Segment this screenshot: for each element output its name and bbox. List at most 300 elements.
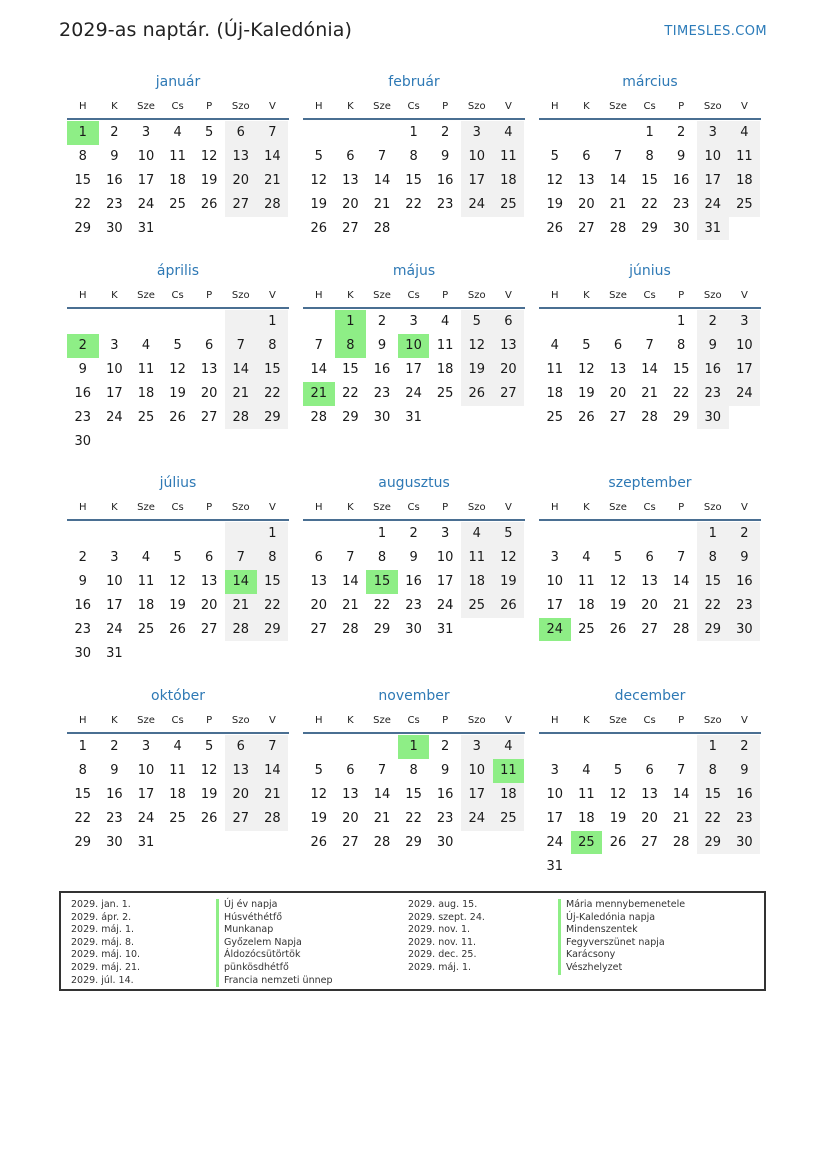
day-cell[interactable]: 23 [436,811,454,827]
day-cell[interactable]: 12 [578,362,595,378]
day-cell[interactable]: 18 [169,787,186,803]
day-cell[interactable]: 31 [697,217,729,241]
day-cell-holiday[interactable]: 1 [335,310,367,334]
day-cell[interactable]: 13 [310,574,328,590]
day-cell-holiday[interactable]: 8 [335,334,367,358]
day-cell[interactable]: 24 [461,807,493,831]
day-cell[interactable]: 26 [310,221,328,236]
day-cell[interactable]: 6 [645,550,654,566]
day-cell[interactable]: 21 [373,811,391,827]
day-cell[interactable]: 5 [461,310,493,334]
day-cell[interactable]: 28 [672,835,690,850]
day-cell[interactable]: 24 [546,835,564,850]
day-cell[interactable]: 9 [677,149,686,165]
day-cell[interactable]: 25 [137,622,155,637]
day-cell[interactable]: 15 [405,787,422,803]
day-cell[interactable]: 23 [405,598,422,614]
day-cell[interactable]: 23 [729,807,761,831]
day-cell[interactable]: 19 [578,386,595,402]
day-cell[interactable]: 2 [697,310,729,334]
day-cell[interactable]: 29 [641,221,658,236]
day-cell[interactable]: 8 [78,149,87,165]
day-cell[interactable]: 26 [578,410,595,425]
day-cell[interactable]: 23 [74,410,92,425]
day-cell[interactable]: 7 [346,550,355,566]
day-cell[interactable]: 3 [141,739,151,755]
day-cell[interactable]: 14 [257,145,289,169]
day-cell-holiday[interactable]: 14 [225,570,257,594]
day-cell[interactable]: 27 [200,622,218,637]
day-cell[interactable]: 31 [106,645,123,661]
day-cell[interactable]: 25 [137,410,155,425]
day-cell[interactable]: 1 [645,125,654,141]
day-cell[interactable]: 3 [441,526,450,542]
day-cell[interactable]: 11 [546,362,564,378]
day-cell[interactable]: 26 [169,622,186,637]
day-cell[interactable]: 10 [106,574,123,590]
day-cell[interactable]: 31 [546,858,564,874]
day-cell[interactable]: 21 [641,386,658,402]
day-cell[interactable]: 11 [436,338,454,354]
day-cell[interactable]: 14 [257,759,289,783]
day-cell[interactable]: 20 [200,598,218,614]
day-cell[interactable]: 19 [200,173,218,189]
day-cell[interactable]: 25 [546,410,564,425]
day-cell[interactable]: 22 [74,197,92,213]
day-cell[interactable]: 1 [697,735,729,759]
day-cell[interactable]: 12 [200,149,218,165]
day-cell[interactable]: 5 [582,338,591,354]
day-cell[interactable]: 5 [550,149,559,165]
day-cell[interactable]: 25 [578,622,595,637]
day-cell[interactable]: 20 [641,598,658,614]
day-cell[interactable]: 25 [169,197,186,213]
day-cell[interactable]: 10 [106,362,123,378]
day-cell[interactable]: 25 [729,193,761,217]
day-cell[interactable]: 14 [310,362,328,378]
day-cell[interactable]: 27 [493,382,525,406]
day-cell[interactable]: 19 [169,598,186,614]
day-cell[interactable]: 12 [169,574,186,590]
day-cell[interactable]: 11 [578,787,595,803]
day-cell[interactable]: 19 [461,358,493,382]
day-cell[interactable]: 4 [141,550,151,566]
day-cell[interactable]: 13 [493,334,525,358]
day-cell[interactable]: 20 [342,197,359,213]
day-cell[interactable]: 13 [609,362,627,378]
day-cell[interactable]: 11 [137,362,155,378]
day-cell[interactable]: 21 [225,594,257,618]
day-cell[interactable]: 10 [461,145,493,169]
day-cell[interactable]: 23 [106,811,123,827]
day-cell[interactable]: 17 [137,787,155,803]
day-cell[interactable]: 26 [200,811,218,827]
day-cell[interactable]: 3 [110,550,119,566]
day-cell[interactable]: 17 [106,598,123,614]
day-cell[interactable]: 21 [672,811,690,827]
day-cell[interactable]: 17 [436,574,454,590]
day-cell[interactable]: 8 [257,334,289,358]
day-cell[interactable]: 15 [74,787,92,803]
day-cell[interactable]: 23 [373,386,391,402]
day-cell[interactable]: 25 [461,594,493,618]
day-cell[interactable]: 21 [342,598,359,614]
day-cell[interactable]: 9 [729,759,761,783]
day-cell[interactable]: 22 [405,197,422,213]
day-cell[interactable]: 27 [225,807,257,831]
day-cell[interactable]: 7 [645,338,654,354]
day-cell[interactable]: 6 [645,763,654,779]
day-cell[interactable]: 30 [436,835,454,850]
day-cell[interactable]: 4 [441,314,450,330]
day-cell[interactable]: 14 [373,787,391,803]
day-cell[interactable]: 6 [493,310,525,334]
day-cell[interactable]: 8 [697,759,729,783]
day-cell[interactable]: 8 [78,763,87,779]
day-cell[interactable]: 30 [74,433,92,449]
day-cell[interactable]: 24 [436,598,454,614]
day-cell[interactable]: 20 [225,169,257,193]
day-cell[interactable]: 27 [310,622,328,637]
day-cell[interactable]: 19 [493,570,525,594]
day-cell[interactable]: 29 [697,618,729,642]
day-cell[interactable]: 2 [377,314,387,330]
day-cell[interactable]: 14 [672,574,690,590]
day-cell[interactable]: 5 [613,763,623,779]
day-cell[interactable]: 2 [110,125,119,141]
day-cell[interactable]: 30 [729,618,761,642]
day-cell[interactable]: 27 [225,193,257,217]
day-cell[interactable]: 23 [106,197,123,213]
day-cell[interactable]: 17 [546,811,564,827]
day-cell[interactable]: 27 [641,622,658,637]
day-cell[interactable]: 30 [106,221,123,236]
day-cell[interactable]: 13 [225,145,257,169]
day-cell[interactable]: 7 [225,334,257,358]
day-cell[interactable]: 27 [200,410,218,425]
day-cell[interactable]: 4 [582,550,591,566]
day-cell[interactable]: 15 [697,783,729,807]
day-cell[interactable]: 13 [641,787,658,803]
day-cell[interactable]: 13 [342,787,359,803]
day-cell[interactable]: 13 [342,173,359,189]
day-cell[interactable]: 10 [546,787,564,803]
day-cell[interactable]: 16 [436,173,454,189]
day-cell[interactable]: 18 [169,173,186,189]
day-cell[interactable]: 7 [257,735,289,759]
day-cell[interactable]: 11 [493,145,525,169]
day-cell[interactable]: 11 [729,145,761,169]
day-cell[interactable]: 18 [493,783,525,807]
day-cell[interactable]: 10 [436,550,454,566]
day-cell[interactable]: 16 [106,173,123,189]
day-cell[interactable]: 23 [729,594,761,618]
day-cell[interactable]: 17 [546,598,564,614]
day-cell[interactable]: 27 [342,835,359,850]
day-cell[interactable]: 19 [609,811,627,827]
day-cell[interactable]: 4 [493,735,525,759]
day-cell[interactable]: 15 [672,362,690,378]
day-cell[interactable]: 10 [137,149,155,165]
day-cell[interactable]: 25 [169,811,186,827]
day-cell[interactable]: 14 [373,173,391,189]
day-cell[interactable]: 11 [137,574,155,590]
day-cell[interactable]: 13 [200,362,218,378]
day-cell[interactable]: 2 [729,522,761,546]
day-cell[interactable]: 21 [225,382,257,406]
day-cell[interactable]: 9 [78,362,87,378]
day-cell[interactable]: 16 [74,386,92,402]
day-cell[interactable]: 28 [342,622,359,637]
day-cell[interactable]: 24 [461,193,493,217]
day-cell[interactable]: 30 [697,406,729,430]
day-cell[interactable]: 24 [729,382,761,406]
day-cell[interactable]: 19 [310,811,328,827]
day-cell-holiday[interactable]: 2 [67,334,99,358]
day-cell[interactable]: 28 [373,835,391,850]
day-cell[interactable]: 5 [173,550,182,566]
day-cell[interactable]: 12 [310,173,328,189]
day-cell[interactable]: 9 [441,149,450,165]
day-cell[interactable]: 18 [578,598,595,614]
day-cell[interactable]: 18 [137,598,155,614]
day-cell[interactable]: 8 [409,149,418,165]
day-cell[interactable]: 6 [346,149,355,165]
day-cell[interactable]: 18 [546,386,564,402]
day-cell[interactable]: 12 [609,574,627,590]
day-cell[interactable]: 4 [461,522,493,546]
day-cell[interactable]: 15 [697,570,729,594]
day-cell[interactable]: 14 [609,173,627,189]
day-cell[interactable]: 27 [609,410,627,425]
day-cell[interactable]: 15 [342,362,359,378]
day-cell[interactable]: 4 [173,739,182,755]
day-cell[interactable]: 21 [373,197,391,213]
day-cell[interactable]: 25 [436,386,454,402]
day-cell[interactable]: 23 [672,197,690,213]
day-cell[interactable]: 9 [377,338,387,354]
day-cell[interactable]: 18 [461,570,493,594]
day-cell[interactable]: 14 [641,362,658,378]
day-cell[interactable]: 2 [729,735,761,759]
day-cell[interactable]: 18 [137,386,155,402]
day-cell[interactable]: 1 [409,125,418,141]
day-cell[interactable]: 29 [672,410,690,425]
day-cell[interactable]: 10 [546,574,564,590]
day-cell[interactable]: 22 [641,197,658,213]
day-cell[interactable]: 30 [106,835,123,850]
day-cell[interactable]: 15 [405,173,422,189]
day-cell[interactable]: 16 [697,358,729,382]
day-cell[interactable]: 18 [436,362,454,378]
day-cell[interactable]: 24 [137,811,155,827]
day-cell[interactable]: 16 [729,570,761,594]
day-cell[interactable]: 19 [546,197,564,213]
day-cell[interactable]: 7 [677,550,686,566]
day-cell[interactable]: 13 [225,759,257,783]
day-cell[interactable]: 22 [74,811,92,827]
day-cell[interactable]: 1 [677,314,686,330]
day-cell[interactable]: 18 [578,811,595,827]
day-cell[interactable]: 29 [373,622,391,637]
day-cell[interactable]: 12 [461,334,493,358]
day-cell[interactable]: 17 [461,783,493,807]
day-cell[interactable]: 10 [137,763,155,779]
day-cell[interactable]: 20 [641,811,658,827]
day-cell[interactable]: 13 [200,574,218,590]
day-cell[interactable]: 20 [578,197,595,213]
day-cell[interactable]: 9 [409,550,418,566]
day-cell[interactable]: 15 [257,570,289,594]
day-cell[interactable]: 10 [461,759,493,783]
day-cell[interactable]: 2 [441,125,450,141]
day-cell[interactable]: 23 [74,622,92,637]
day-cell[interactable]: 20 [200,386,218,402]
day-cell[interactable]: 22 [697,807,729,831]
day-cell[interactable]: 6 [314,550,323,566]
day-cell[interactable]: 18 [729,169,761,193]
day-cell[interactable]: 22 [405,811,422,827]
day-cell[interactable]: 24 [405,386,422,402]
day-cell[interactable]: 11 [461,546,493,570]
day-cell[interactable]: 25 [493,807,525,831]
day-cell[interactable]: 31 [137,835,155,850]
day-cell-holiday[interactable]: 10 [398,334,430,358]
day-cell[interactable]: 10 [729,334,761,358]
day-cell[interactable]: 30 [74,645,92,661]
day-cell[interactable]: 19 [200,787,218,803]
day-cell[interactable]: 8 [409,763,418,779]
day-cell[interactable]: 20 [310,598,328,614]
day-cell[interactable]: 24 [137,197,155,213]
day-cell[interactable]: 16 [729,783,761,807]
day-cell[interactable]: 15 [257,358,289,382]
day-cell[interactable]: 29 [74,221,92,236]
day-cell[interactable]: 27 [578,221,595,236]
day-cell[interactable]: 15 [74,173,92,189]
day-cell[interactable]: 6 [225,121,257,145]
day-cell[interactable]: 15 [641,173,658,189]
day-cell[interactable]: 17 [729,358,761,382]
day-cell-holiday[interactable]: 21 [303,382,335,406]
day-cell[interactable]: 11 [578,574,595,590]
day-cell[interactable]: 27 [342,221,359,236]
day-cell[interactable]: 9 [110,763,119,779]
day-cell[interactable]: 7 [314,338,323,354]
day-cell[interactable]: 22 [373,598,391,614]
day-cell[interactable]: 22 [342,386,359,402]
day-cell[interactable]: 5 [173,338,182,354]
day-cell[interactable]: 26 [609,622,627,637]
day-cell[interactable]: 31 [405,410,422,425]
day-cell[interactable]: 19 [609,598,627,614]
day-cell[interactable]: 7 [677,763,686,779]
day-cell[interactable]: 28 [225,618,257,642]
day-cell[interactable]: 4 [729,121,761,145]
day-cell[interactable]: 3 [141,125,151,141]
day-cell[interactable]: 5 [205,125,214,141]
day-cell[interactable]: 24 [106,622,123,637]
day-cell[interactable]: 3 [110,338,119,354]
day-cell[interactable]: 28 [641,410,658,425]
day-cell[interactable]: 5 [314,149,323,165]
day-cell-holiday[interactable]: 15 [366,570,398,594]
day-cell[interactable]: 21 [609,197,627,213]
day-cell[interactable]: 29 [74,835,92,850]
day-cell[interactable]: 1 [377,526,387,542]
day-cell[interactable]: 6 [582,149,591,165]
day-cell[interactable]: 12 [493,546,525,570]
day-cell[interactable]: 21 [257,783,289,807]
day-cell[interactable]: 1 [257,522,289,546]
day-cell[interactable]: 20 [342,811,359,827]
day-cell[interactable]: 17 [461,169,493,193]
day-cell[interactable]: 9 [441,763,450,779]
day-cell[interactable]: 1 [697,522,729,546]
day-cell[interactable]: 9 [78,574,87,590]
day-cell[interactable]: 12 [609,787,627,803]
day-cell[interactable]: 16 [436,787,454,803]
day-cell-holiday[interactable]: 1 [67,121,99,145]
day-cell[interactable]: 2 [409,526,418,542]
day-cell[interactable]: 11 [169,763,186,779]
day-cell[interactable]: 26 [493,594,525,618]
day-cell[interactable]: 13 [578,173,595,189]
day-cell[interactable]: 2 [110,739,119,755]
day-cell[interactable]: 22 [257,594,289,618]
day-cell[interactable]: 9 [697,334,729,358]
day-cell[interactable]: 8 [697,546,729,570]
day-cell[interactable]: 22 [697,594,729,618]
day-cell[interactable]: 1 [78,739,87,755]
day-cell[interactable]: 5 [493,522,525,546]
day-cell[interactable]: 8 [377,550,387,566]
day-cell[interactable]: 12 [200,763,218,779]
day-cell[interactable]: 20 [609,386,627,402]
day-cell[interactable]: 31 [137,221,155,236]
day-cell[interactable]: 6 [205,338,214,354]
day-cell[interactable]: 14 [342,574,359,590]
day-cell[interactable]: 18 [493,169,525,193]
day-cell[interactable]: 9 [110,149,119,165]
day-cell[interactable]: 24 [697,193,729,217]
day-cell[interactable]: 21 [257,169,289,193]
day-cell[interactable]: 26 [546,221,564,236]
day-cell[interactable]: 29 [257,618,289,642]
day-cell[interactable]: 28 [257,807,289,831]
day-cell[interactable]: 1 [257,310,289,334]
day-cell[interactable]: 7 [257,121,289,145]
day-cell[interactable]: 16 [74,598,92,614]
day-cell[interactable]: 16 [373,362,391,378]
day-cell[interactable]: 17 [137,173,155,189]
day-cell[interactable]: 28 [609,221,627,236]
day-cell[interactable]: 26 [200,197,218,213]
day-cell[interactable]: 12 [169,362,186,378]
day-cell[interactable]: 14 [672,787,690,803]
day-cell[interactable]: 5 [205,739,214,755]
day-cell[interactable]: 30 [373,410,391,425]
day-cell[interactable]: 29 [697,831,729,855]
day-cell[interactable]: 3 [729,310,761,334]
day-cell[interactable]: 14 [225,358,257,382]
day-cell[interactable]: 3 [550,550,559,566]
day-cell[interactable]: 12 [310,787,328,803]
day-cell[interactable]: 23 [436,197,454,213]
day-cell[interactable]: 28 [373,221,391,236]
day-cell[interactable]: 16 [405,574,422,590]
day-cell[interactable]: 8 [257,546,289,570]
